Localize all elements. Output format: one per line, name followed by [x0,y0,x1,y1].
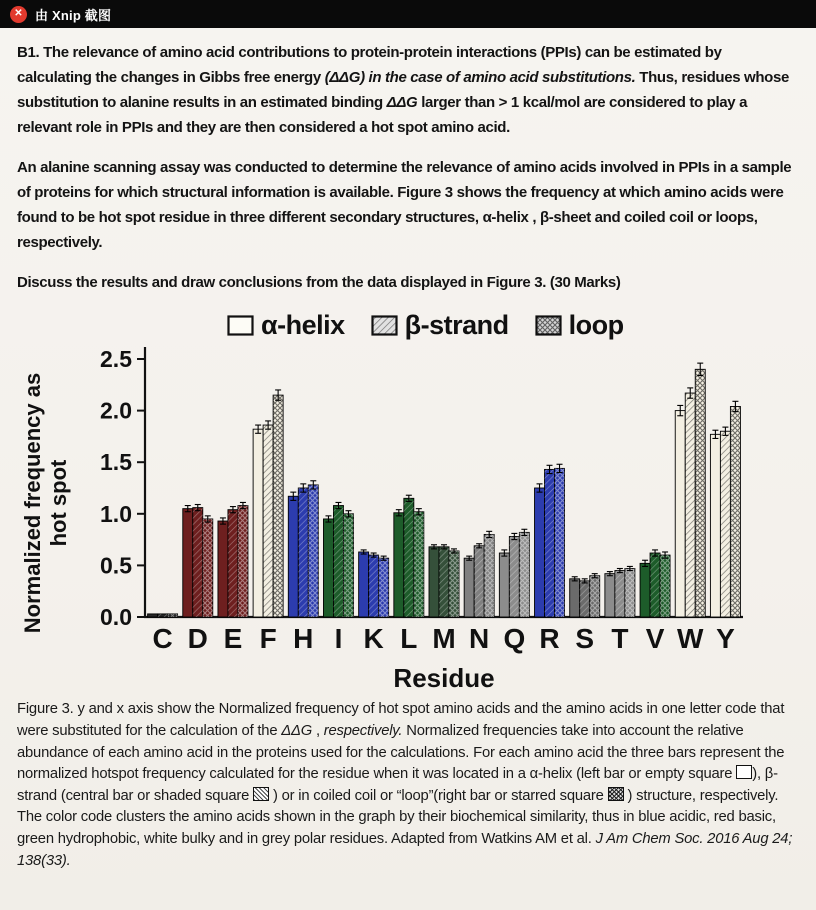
figure-3-caption [17,699,798,872]
empty-square-icon [736,765,752,779]
svg-text:E: E [223,623,243,655]
caption-text-4: ), β-strand (central bar or shaded square [17,766,778,804]
svg-text:I: I [334,623,343,655]
loop-swatch-icon [535,315,562,336]
svg-text:0.5: 0.5 [100,552,132,579]
caption-italic-ddg: ΔΔG [281,723,313,740]
caption-text-1: Figure 3. y and x axis show the Normalized frequency of hot spot amino acids and the amino acids in one letter code that were substituted for the calculation of the [17,701,785,740]
chart-area [17,343,798,693]
q1-text-2: Thus, residues whose substitution to alanine results in an estimated binding [17,69,789,112]
legend-item-alpha-helix [227,310,345,341]
svg-text:W: W [677,623,704,655]
svg-text:K: K [363,623,384,655]
svg-text:M: M [432,623,456,655]
svg-text:2.5: 2.5 [100,346,132,373]
y-axis-title-line2: hot spot [46,459,71,547]
beta-strand-swatch-icon [371,315,398,336]
svg-text:2.0: 2.0 [100,398,132,425]
xnip-watermark-bar [0,0,816,28]
question-paragraph-2: An alanine scanning assay was conducted to determine the relevance of amino acids involved in PPIs in a sample of proteins for which structural information is available. Figure 3 shows the frequency at which amino acids were found to be hot spot residue in three different secondary structures, α-helix , β-sheet and coiled coil or loops, respectively. [17,159,792,252]
svg-text:0.0: 0.0 [100,604,132,631]
caption-italic-journal: J Am Chem Soc. 2016 Aug 24; 138(33). [17,830,793,869]
svg-text:Y: Y [716,623,735,655]
svg-text:R: R [539,623,560,655]
svg-text:H: H [293,623,314,655]
svg-text:T: T [611,623,629,655]
caption-text-5: ) or in coiled coil or “loop”(right bar or starred square [269,787,608,804]
caption-italic-respectively: respectively. [323,723,403,740]
question-paragraph-1 [17,40,798,140]
svg-text:F: F [259,623,277,655]
svg-text:1.0: 1.0 [100,501,132,528]
xnip-watermark-label: 由 Xnip 截图 [35,7,112,23]
svg-text:C: C [152,623,173,655]
q1-text-3: larger than > 1 kcal/mol are considered to play a relevant role in PPIs and they are then considered a hot spot amino acid. [17,94,748,137]
shaded-square-icon [253,787,269,801]
legend-label-beta-strand: β-strand [404,310,509,341]
q1-italic-ddg: ΔΔG [386,94,418,112]
q1-italic-substitutions: (ΔΔG) in the case of amino acid substitutions. [324,69,636,87]
chart-legend [227,310,798,341]
svg-text:L: L [400,623,418,655]
caption-text-3: Normalized frequencies take into account the relative abundance of each amino acid in the proteins used for the calculations. For each amino acid the three bars represent the normalized hotspot frequency calculated for the residue when it was located in a α-helix (left bar or empty square [17,723,785,783]
y-axis-title-line1: Normalized frequency as [20,373,46,634]
svg-text:1.5: 1.5 [100,449,132,476]
alpha-helix-swatch-icon [227,315,254,336]
hotspot-frequency-bar-chart [75,343,755,693]
caption-text-2: , [312,723,324,740]
svg-text:Q: Q [503,623,526,655]
starred-square-icon [608,787,624,801]
q1-text: B1. The relevance of amino acid contributions to protein-protein interactions (PPIs) can be estimated by calculating the changes in Gibbs free energy [17,44,722,87]
caption-text-6: ) structure, respectively. The color code clusters the amino acids shown in the graph by their biochemical similarity, thus in blue acidic, red basic, green hydrophobic, white bulky and in grey polar residues. Adapted from Watkins AM et al. [17,787,779,847]
svg-text:N: N [469,623,490,655]
x-axis-title: Residue [393,663,495,694]
document-body [0,28,816,872]
xnip-logo-icon: ✕ [10,6,27,23]
legend-label-alpha-helix: α-helix [261,310,345,341]
y-axis-title [17,343,75,683]
question-paragraph-3: Discuss the results and draw conclusions from the data displayed in Figure 3. (30 Marks) [17,274,621,292]
legend-item-beta-strand [371,310,509,341]
legend-label-loop: loop [568,310,624,341]
svg-text:S: S [575,623,595,655]
svg-text:D: D [187,623,208,655]
figure-3 [17,310,798,693]
legend-item-loop [535,310,624,341]
svg-text:V: V [645,623,665,655]
